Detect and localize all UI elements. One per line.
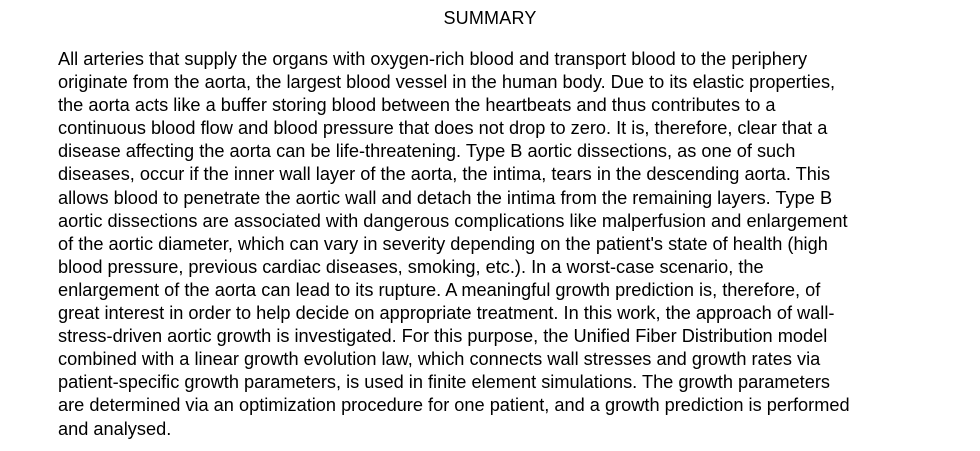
- text-line: patient-specific growth parameters, is used in finite element simulations. The growth parameters: [58, 372, 830, 393]
- text-line: enlargement of the aorta can lead to its rupture. A meaningful growth prediction is, therefore, of: [58, 279, 821, 300]
- text-line: great interest in order to help decide on appropriate treatment. In this work, the approach of wall-: [58, 303, 835, 324]
- text-line: combined with a linear growth evolution law, which connects wall stresses and growth rates via: [58, 349, 821, 370]
- text-line: All arteries that supply the organs with oxygen-rich blood and transport blood to the periphery: [58, 49, 808, 69]
- text-line: continuous blood flow and blood pressure that does not drop to zero. It is, therefore, clear that a: [58, 118, 828, 139]
- text-line: the aorta acts like a buffer storing blood between the heartbeats and thus contributes to a: [58, 95, 776, 116]
- text-line: are determined via an optimization procedure for one patient, and a growth prediction is performed: [58, 395, 850, 416]
- summary-paragraph: [58, 48, 938, 441]
- text-line: of the aortic diameter, which can vary in severity depending on the patient's state of health (high: [58, 233, 828, 254]
- text-line: originate from the aorta, the largest blood vessel in the human body. Due to its elastic properties,: [58, 72, 836, 93]
- summary-heading: SUMMARY: [443, 8, 537, 28]
- text-line: diseases, occur if the inner wall layer of the aorta, the intima, tears in the descending aorta. This: [58, 164, 831, 185]
- text-line: allows blood to penetrate the aortic wall and detach the intima from the remaining layers. Type B: [58, 187, 833, 208]
- text-line: aortic dissections are associated with dangerous complications like malperfusion and enlargement: [58, 210, 848, 231]
- text-line: blood pressure, previous cardiac diseases, smoking, etc.). In a worst-case scenario, the: [58, 256, 764, 277]
- text-line: disease affecting the aorta can be life-threatening. Type B aortic dissections, as one of such: [58, 141, 796, 162]
- text-line: and analysed.: [58, 418, 172, 439]
- text-line: stress-driven aortic growth is investigated. For this purpose, the Unified Fiber Distribution model: [58, 326, 828, 347]
